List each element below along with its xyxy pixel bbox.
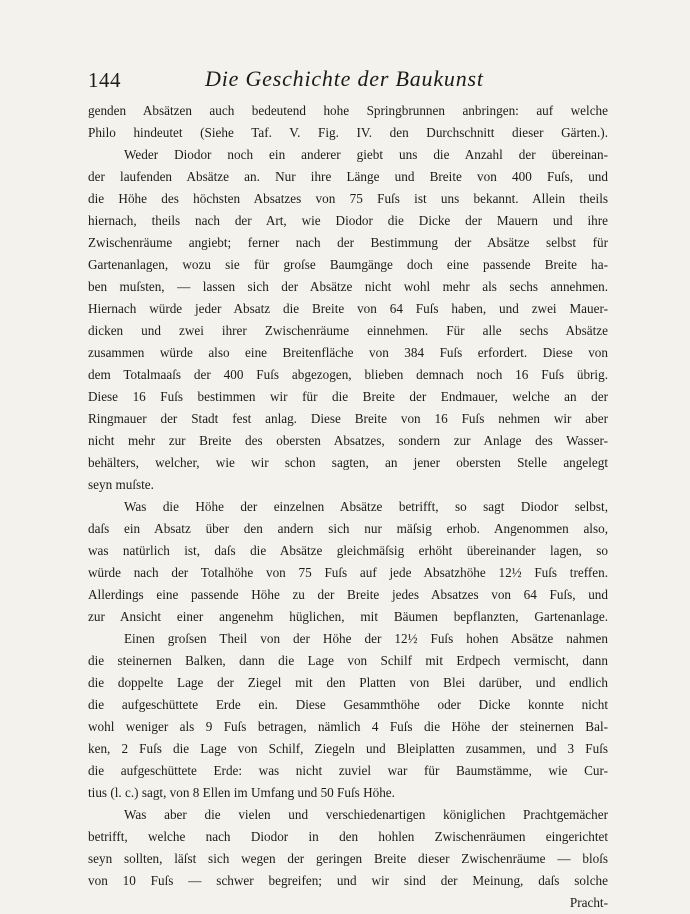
text-line: dem Totalmaaſs der 400 Fuſs abgezogen, blieben demnach noch 16 Fuſs übrig. [88, 367, 608, 382]
text-line: dicken und zwei ihrer Zwischenräume einnehmen. Für alle sechs Absätze [88, 323, 608, 338]
text-line: die aufgeschüttete Erde: was nicht zuviel war für Baumstämme, wie Cur- [88, 763, 608, 778]
text-line: was natürlich ist, daſs die Absätze gleichmäſsig erhöht übereinander lagen, so [88, 543, 608, 558]
text-line: Philo hindeutet (Siehe Taf. V. Fig. IV. den Durchschnitt dieser Gärten.). [88, 125, 608, 140]
text-line: hiernach, theils nach der Art, wie Diodor die Dicke der Mauern und ihre [88, 213, 608, 228]
text-line: die doppelte Lage der Ziegel mit den Platten von Blei darüber, und endlich [88, 675, 608, 690]
text-line: die Höhe des höchsten Absatzes von 75 Fuſs ist uns bekannt. Allein theils [88, 191, 608, 206]
text-line: ken, 2 Fuſs die Lage von Schilf, Ziegeln und Bleiplatten zusammen, und 3 Fuſs [88, 741, 608, 756]
paragraph-end-line: tius (l. c.) sagt, von 8 Ellen im Umfang und 50 Fuſs Höhe. [88, 785, 395, 800]
page-number: 144 [88, 68, 121, 92]
text-line: nicht mehr zur Breite des obersten Absatzes, sondern zur Anlage des Wasser- [88, 433, 608, 448]
paragraph-start-line: Was die Höhe der einzelnen Absätze betrifft, so sagt Diodor selbst, [124, 499, 608, 514]
text-line: betrifft, welche nach Diodor in den hohlen Zwischenräumen eingerichtet [88, 829, 608, 844]
running-title: Die Geschichte der Baukunst [205, 66, 484, 91]
text-line: zusammen würde also eine Breitenfläche von 384 Fuſs erfordert. Diese von [88, 345, 608, 360]
paragraph-start-line: Weder Diodor noch ein anderer giebt uns die Anzahl der übereinan- [124, 147, 608, 162]
text-line: wohl weniger als 9 Fuſs betragen, nämlich 4 Fuſs die Höhe der steinernen Bal- [88, 719, 608, 734]
text-line: ben muſsten, — lassen sich der Absätze nicht wohl mehr als sechs annehmen. [88, 279, 608, 294]
text-line: die steinernen Balken, dann die Lage von Schilf mit Erdpech vermischt, dann [88, 653, 608, 668]
text-line: Diese 16 Fuſs bestimmen wir für die Breite der Endmauer, welche an der [88, 389, 608, 404]
page-header [88, 64, 608, 98]
text-line: die aufgeschüttete Erde ein. Diese Gesammthöhe oder Dicke konnte nicht [88, 697, 608, 712]
text-line: behälters, welcher, wie wir schon sagten, an jener obersten Stelle angelegt [88, 455, 608, 470]
catchword: Pracht- [569, 895, 608, 910]
text-line: seyn sollten, läſst sich wegen der geringen Breite dieser Zwischenräume — bloſs [88, 851, 608, 866]
text-line: der laufenden Absätze an. Nur ihre Länge und Breite von 400 Fuſs, und [88, 169, 608, 184]
text-line: von 10 Fuſs — schwer begreifen; und wir sind der Meinung, daſs solche [88, 873, 608, 888]
text-line: Allerdings eine passende Höhe zu der Breite jedes Absatzes von 64 Fuſs, und [88, 587, 608, 602]
text-line: Ringmauer der Stadt fest anlag. Diese Breite von 16 Fuſs nehmen wir aber [88, 411, 608, 426]
text-line: Hiernach würde jeder Absatz die Breite von 64 Fuſs haben, und zwei Mauer- [88, 301, 608, 316]
body-text [88, 100, 608, 914]
paragraph-start-line: Was aber die vielen und verschiedenartigen königlichen Prachtgemächer [124, 807, 608, 822]
text-line: Gartenanlagen, wozu sie für groſse Baumgänge doch eine passende Breite ha- [88, 257, 608, 272]
paragraph-start-line: Einen groſsen Theil von der Höhe der 12½ Fuſs hohen Absätze nahmen [124, 631, 608, 646]
paragraph-end-line: zur Ansicht einer angenehm hüglichen, mit Bäumen bepflanzten, Gartenanlage. [88, 609, 608, 624]
paragraph-end-line: seyn muſste. [88, 477, 154, 492]
text-line: würde nach der Totalhöhe von 75 Fuſs auf jede Absatzhöhe 12½ Fuſs treffen. [88, 565, 608, 580]
text-line: daſs ein Absatz über den andern sich nur mäſsig erhob. Angenommen also, [88, 521, 608, 536]
text-line: Zwischenräume angiebt; ferner nach der Bestimmung der Absätze selbst für [88, 235, 608, 250]
text-line: genden Absätzen auch bedeutend hohe Springbrunnen anbringen: auf welche [88, 103, 608, 118]
